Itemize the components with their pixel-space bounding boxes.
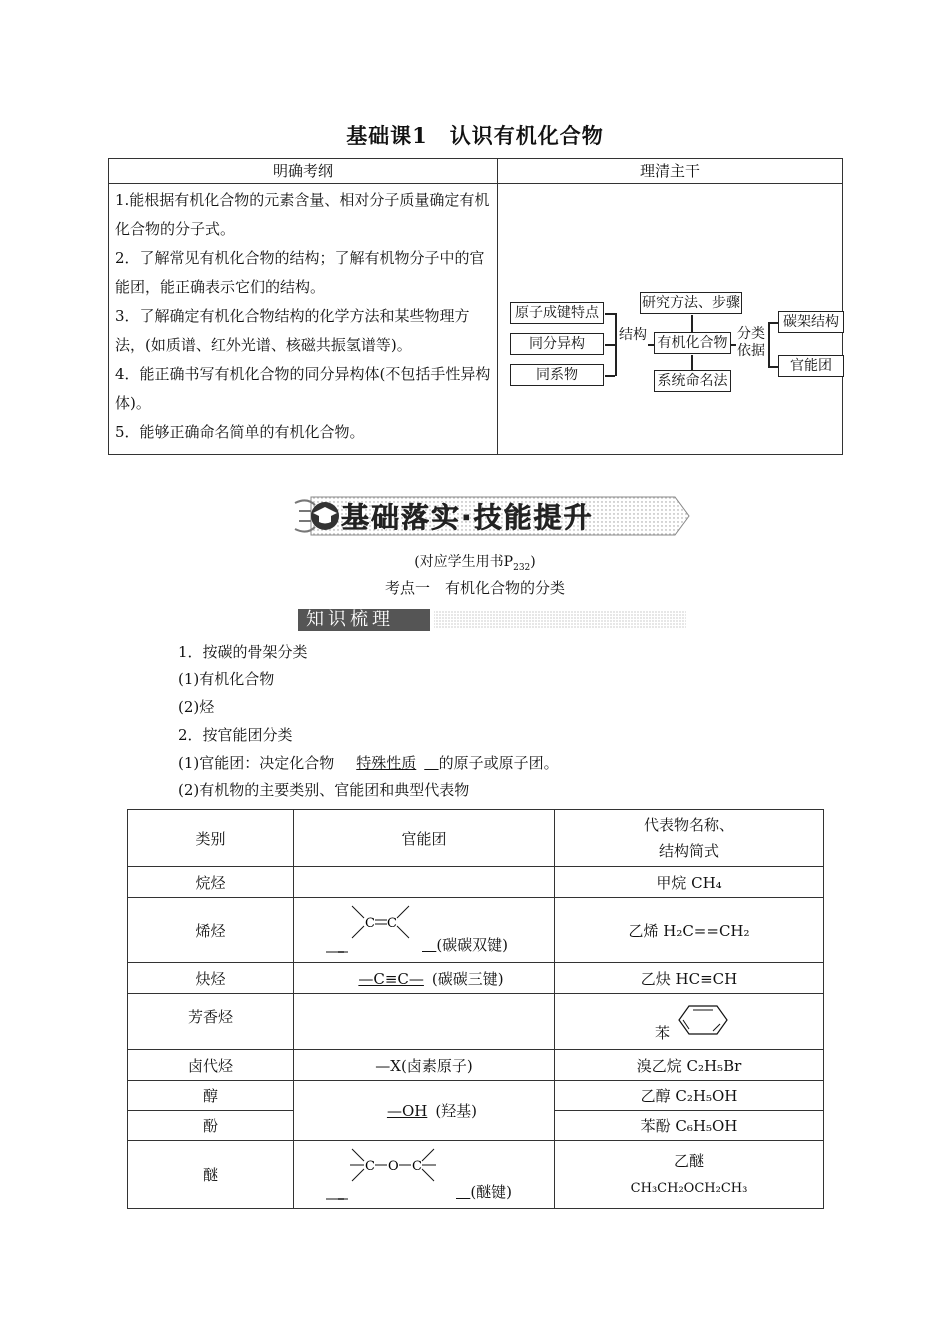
goal-item: 1.能根据有机化合物的元素含量、相对分子质量确定有机化合物的分子式。 [115,191,490,238]
table-cell: 烷烃 [128,867,294,898]
table-cell [294,867,555,898]
table-cell: 苯 [555,994,824,1050]
table-cell: 醇 [128,1081,294,1111]
diagram-line [605,344,615,346]
diagram-box-functional-group: 官能团 [778,355,844,377]
diagram-box-carbon-skeleton: 碳架结构 [778,311,844,333]
table-cell: 溴乙烷 C₂H₅Br [555,1050,824,1081]
table-cell: C O C (醚键) [294,1141,555,1209]
benzene-ring-icon [675,1000,731,1040]
diagram-box-isomer: 同分异构 [510,333,604,355]
diagram-line [605,313,615,315]
banner-title: 基础落实·技能提升 [341,501,594,534]
knowledge-label: 知识梳理 [306,609,394,630]
goal-item: 4．能正确书写有机化合物的同分异构体(不包括手性异构体)。 [115,365,491,412]
table-cell: 醚 [128,1141,294,1209]
diagram-line [768,322,778,324]
table-cell: 炔烃 [128,963,294,994]
svg-text:C: C [365,1159,375,1174]
svg-text:C: C [412,1159,422,1174]
diagram-structure-label: 结构 [619,327,647,343]
diagram-box-organic: 有机化合物 [654,332,731,354]
goals-list [109,184,498,455]
svg-text:C: C [365,916,375,931]
goals-header-left: 明确考纲 [109,159,498,184]
table-cell: 芳香烃 [128,994,294,1050]
diagram-box-homolog: 同系物 [510,364,604,386]
text-line: (2)有机物的主要类别、官能团和典型代表物 [178,781,470,799]
table-cell: 乙醚 CH₃CH₂OCH₂CH₃ [555,1141,824,1209]
table-cell: 烯烃 [128,898,294,963]
svg-text:O: O [388,1159,399,1174]
goals-header-right: 理清主干 [498,159,843,184]
section-title: 考点一 有机化合物的分类 [384,579,565,597]
structure-diagram [498,184,843,455]
header-functional-group: 官能团 [294,810,555,867]
svg-text:C: C [387,916,397,931]
table-cell: —X(卤素原子) [294,1050,555,1081]
text-line: (2)烃 [178,698,215,716]
diagram-box-naming: 系统命名法 [654,370,731,392]
table-cell: C C (碳碳双键) [294,898,555,963]
table-cell: 苯酚 C₆H₅OH [555,1111,824,1141]
table-cell: 酚 [128,1111,294,1141]
diagram-basis-label-1: 分类 [737,326,765,342]
table-cell [294,994,555,1050]
ether-bond-structure [324,1143,454,1207]
reference-note: (对应学生用书$P_{232}$) [414,554,536,573]
section-banner [293,493,693,539]
diagram-line [691,315,693,332]
goal-item: 2．了解常见有机化合物的结构；了解有机物分子中的官能团，能正确表示它们的结构。 [115,249,485,296]
goal-item: 5．能够正确命名简单的有机化合物。 [115,423,365,441]
diagram-line [605,375,615,377]
table-cell: 卤代烃 [128,1050,294,1081]
diagram-line [615,313,617,376]
diagram-basis-label-2: 依据 [737,343,765,359]
text-line-functional-group: (1)官能团：决定化合物 特殊性质 的原子或原子团。 [178,754,559,772]
table-cell: 乙烯 H₂C==CH₂ [555,898,824,963]
diagram-line [691,355,693,370]
diagram-box-bonding: 原子成键特点 [510,302,604,324]
goal-item: 3．了解确定有机化合物结构的化学方法和某些物理方法，(如质谱、红外光谱、核磁共振氢谱等)。 [115,307,470,354]
table-cell: 乙醇 C₂H₅OH [555,1081,824,1111]
table-cell: 甲烷 CH₄ [555,867,824,898]
diagram-line [731,344,736,346]
table-cell: —C≡C— (碳碳三键) [294,963,555,994]
header-representative: 代表物名称、 结构简式 [555,810,824,867]
double-bond-structure [324,900,434,960]
text-line: (1)有机化合物 [178,670,275,688]
goals-table [108,158,843,455]
table-cell: —OH (羟基) [294,1081,555,1141]
fill-blank: 特殊性质 [356,754,417,772]
header-category: 类别 [128,810,294,867]
text-line: 1．按碳的骨架分类 [178,643,308,661]
table-cell: 乙炔 HC≡CH [555,963,824,994]
classification-table [127,809,824,1209]
diagram-line [768,322,770,367]
page-title: 基础课1 认识有机化合物 [346,123,604,148]
knowledge-label-bar [298,608,688,632]
diagram-box-method: 研究方法、步骤 [640,292,742,314]
diagram-line [768,366,778,368]
text-line: 2．按官能团分类 [178,726,293,744]
